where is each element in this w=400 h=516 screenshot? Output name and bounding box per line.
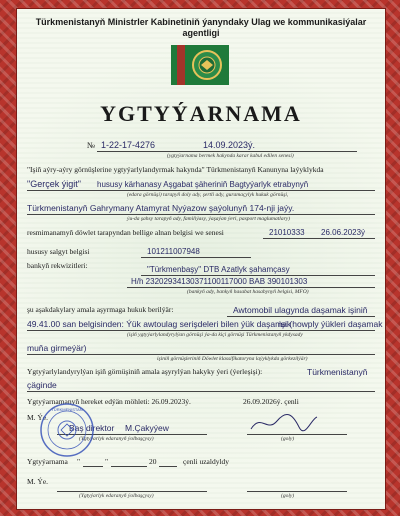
org-description: hususy kärhanasy Aşgabat şäheriniň Bagtyýarlyk etrabynyň bbox=[97, 180, 309, 189]
extension-month-line bbox=[111, 466, 147, 467]
footer-role-caption: (Ygtyýarlyk edaranyň ýolbaşçysy) bbox=[79, 493, 154, 499]
registry-label: resmimanamyň döwlet tarapyndan bellige alnan belgisi we senesi bbox=[27, 228, 224, 237]
territory-value: Türkmenistanyň bbox=[307, 367, 368, 377]
extension-year: 20 bbox=[149, 457, 157, 466]
registry-line bbox=[263, 238, 375, 239]
bank-label: bankyň rekwizitleri: bbox=[27, 261, 88, 270]
issue-date: 14.09.2023ý. bbox=[203, 140, 256, 150]
validity-label: Ygtyýarnamanyň hereket edýän möhleti: 26.09.2023ý. bbox=[27, 397, 191, 406]
extension-day-line bbox=[83, 466, 103, 467]
number-line bbox=[97, 151, 357, 152]
activity-underline-3 bbox=[27, 354, 375, 355]
footer-signature-line bbox=[247, 491, 347, 492]
activity-line-1: Awtomobil ulagynda daşamak işiniň bbox=[233, 305, 368, 315]
activity-line-2: 49.41.00 san belgisinden: Ýük awtoulag serişdeleri bilen ýük daşamak bbox=[27, 319, 292, 329]
tax-label: hususy salgyt belgisi bbox=[27, 247, 90, 256]
org-caption: (edara görnüşi) tarapyň doly ady, şertli ady, guramaçylyk hukuk görnüşi, bbox=[127, 192, 289, 198]
stamp-text: TÜRKMENISTAN bbox=[51, 407, 83, 412]
footer-signature-caption: (goly) bbox=[281, 493, 295, 499]
signer-title: Baş direktor bbox=[69, 423, 115, 433]
extension-label: Ygtyýarnama bbox=[27, 457, 68, 466]
certificate-number: 1-22-17-4276 bbox=[101, 140, 156, 150]
validity-until: 26.09.2026ý. çenli bbox=[243, 397, 299, 406]
activity-caption-1: (işiň ygtyýarlylandyrylýan görnüşi ýa-da kiçi görnüşi Türkmenistanyň ykdysady bbox=[127, 332, 303, 338]
org-address: Türkmenistanyň Gahrymany Atamyrat Nyýazow şaýolunyň 174-nji jaýy. bbox=[27, 203, 295, 213]
extension-suffix: çenli uzaldyldy bbox=[183, 457, 230, 466]
official-stamp-icon bbox=[39, 402, 95, 458]
extension-quote-close: " bbox=[105, 457, 109, 466]
activity-line-4: muňa girmeýär) bbox=[27, 343, 87, 353]
bank-line-1 bbox=[141, 275, 375, 276]
bank-name: "Türkmenbaşy" DTB Azatlyk şahamçasy bbox=[147, 265, 290, 274]
tax-number: 101211007948 bbox=[147, 247, 200, 256]
signature-caption: (goly) bbox=[281, 436, 295, 442]
footer-label: M. Ýe. bbox=[27, 477, 49, 486]
registry-number: 21010333 bbox=[269, 228, 305, 237]
number-caption: (ygtyýarnama bermek hakynda karar kabul edilen senesi) bbox=[167, 153, 294, 159]
footer-line bbox=[57, 491, 207, 492]
activity-line-3: işi (howply ýükleri daşamak bbox=[279, 319, 383, 329]
activity-caption-2: işiniň görnüşleriniň Döwlet klassifikatoryna laýyklykda görkezilýär) bbox=[157, 356, 308, 362]
number-prefix: № bbox=[87, 140, 96, 150]
org-name: "Gerçek ýigit" bbox=[27, 179, 81, 189]
bank-line-2 bbox=[127, 287, 375, 288]
bank-account: H/h 23202934130371100117000 BAB 390101303 bbox=[131, 277, 308, 286]
activity-underline-2 bbox=[27, 330, 375, 331]
address-caption: ýu-da şahsy tarapyň ady, familiýasy, ýaşaýan ýeri, pasport maglumatlary) bbox=[127, 216, 290, 222]
territory-label: Ygtyýarlylandyrylýan işiň görnüşiniň amala aşyrylýan hakyky ýeri (ýerleşişi): bbox=[27, 367, 263, 376]
signature-icon bbox=[249, 411, 319, 435]
issuing-authority: Türkmenistanyň Ministrler Kabinetiniň ýanyndaky Ulag we kommunikasiýalar agentligi bbox=[35, 17, 367, 38]
registry-date: 26.06.2023ý bbox=[321, 228, 366, 237]
extension-quote-open: " bbox=[77, 457, 81, 466]
certificate-body bbox=[16, 8, 386, 510]
org-line bbox=[27, 190, 375, 191]
document-title: YGTYÝARNAMA bbox=[100, 101, 302, 126]
territory-value-2: çäginde bbox=[27, 380, 57, 390]
territory-line bbox=[27, 391, 375, 392]
address-line bbox=[27, 214, 375, 215]
tax-line bbox=[141, 257, 251, 258]
signer-prefix: M. Ýe. bbox=[27, 413, 49, 422]
activity-label: şu aşakdakylary amala aşyrmaga hukuk berilýär: bbox=[27, 305, 174, 314]
signer-name: M.Çakyýew bbox=[125, 423, 169, 433]
intro-text: "Işiň aýry-aýry görnüşlerine ygtyýarlylandyrmak hakynda" Türkmenistanyň Kanunyna laýyklykda bbox=[27, 165, 324, 174]
bank-caption: (bankyň ady, bankyň hasabat hasabynyň belgisi, MFO) bbox=[187, 289, 309, 295]
extension-year-line bbox=[159, 466, 177, 467]
activity-underline-1 bbox=[227, 316, 375, 317]
state-emblem-icon bbox=[171, 45, 229, 85]
signer-role-caption: (Ygtyýarlyk edaranyň ýolbaşçysy) bbox=[79, 436, 154, 442]
